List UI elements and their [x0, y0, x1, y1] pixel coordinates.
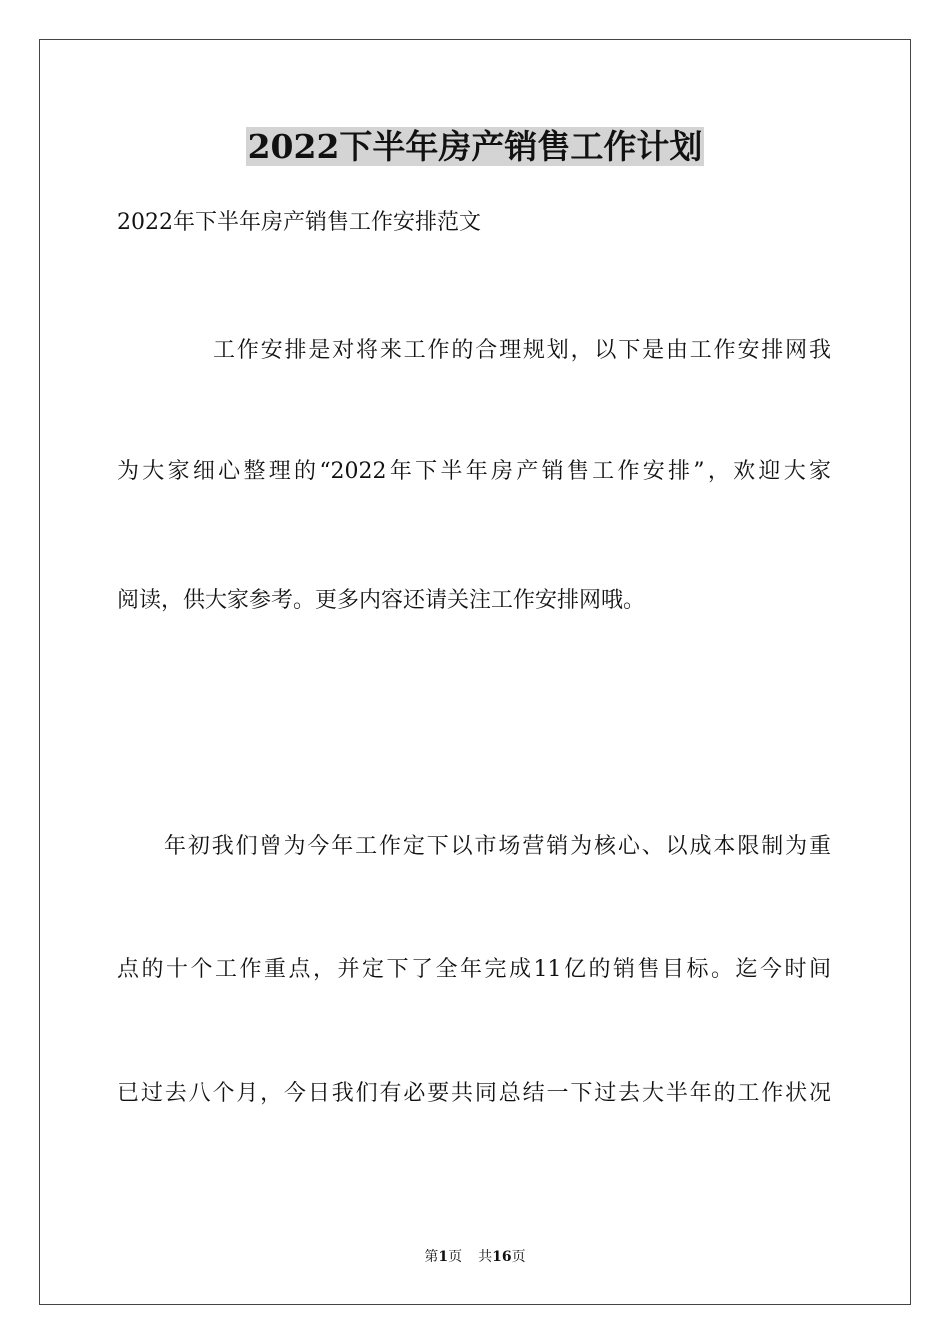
page-number: 1: [438, 1249, 449, 1265]
paragraph-2-line-2: 点的十个工作重点，并定下了全年完成11亿的销售目标。迄今时间: [117, 957, 831, 982]
page-suffix: 页: [448, 1249, 463, 1265]
page-prefix: 第: [424, 1249, 439, 1265]
document-subtitle: 2022年下半年房产销售工作安排范文: [117, 210, 481, 235]
document-title-text: 2022下半年房产销售工作计划: [247, 127, 703, 166]
paragraph-1-line-1: 工作安排是对将来工作的合理规划，以下是由工作安排网我: [213, 338, 831, 363]
paragraph-2-line-1: 年初我们曾为今年工作定下以市场营销为核心、以成本限制为重: [164, 834, 831, 859]
document-title: [0, 124, 950, 170]
total-pages: 16: [492, 1249, 512, 1265]
total-suffix: 页: [511, 1249, 526, 1265]
paragraph-1-line-3: 阅读，供大家参考。更多内容还请关注工作安排网哦。: [117, 588, 646, 613]
page-footer: [0, 1247, 950, 1267]
paragraph-2-line-3: 已过去八个月，今日我们有必要共同总结一下过去大半年的工作状况: [117, 1081, 831, 1106]
total-prefix: 共: [478, 1249, 493, 1265]
paragraph-1-line-2: 为大家细心整理的“2022年下半年房产销售工作安排”，欢迎大家: [117, 459, 831, 484]
